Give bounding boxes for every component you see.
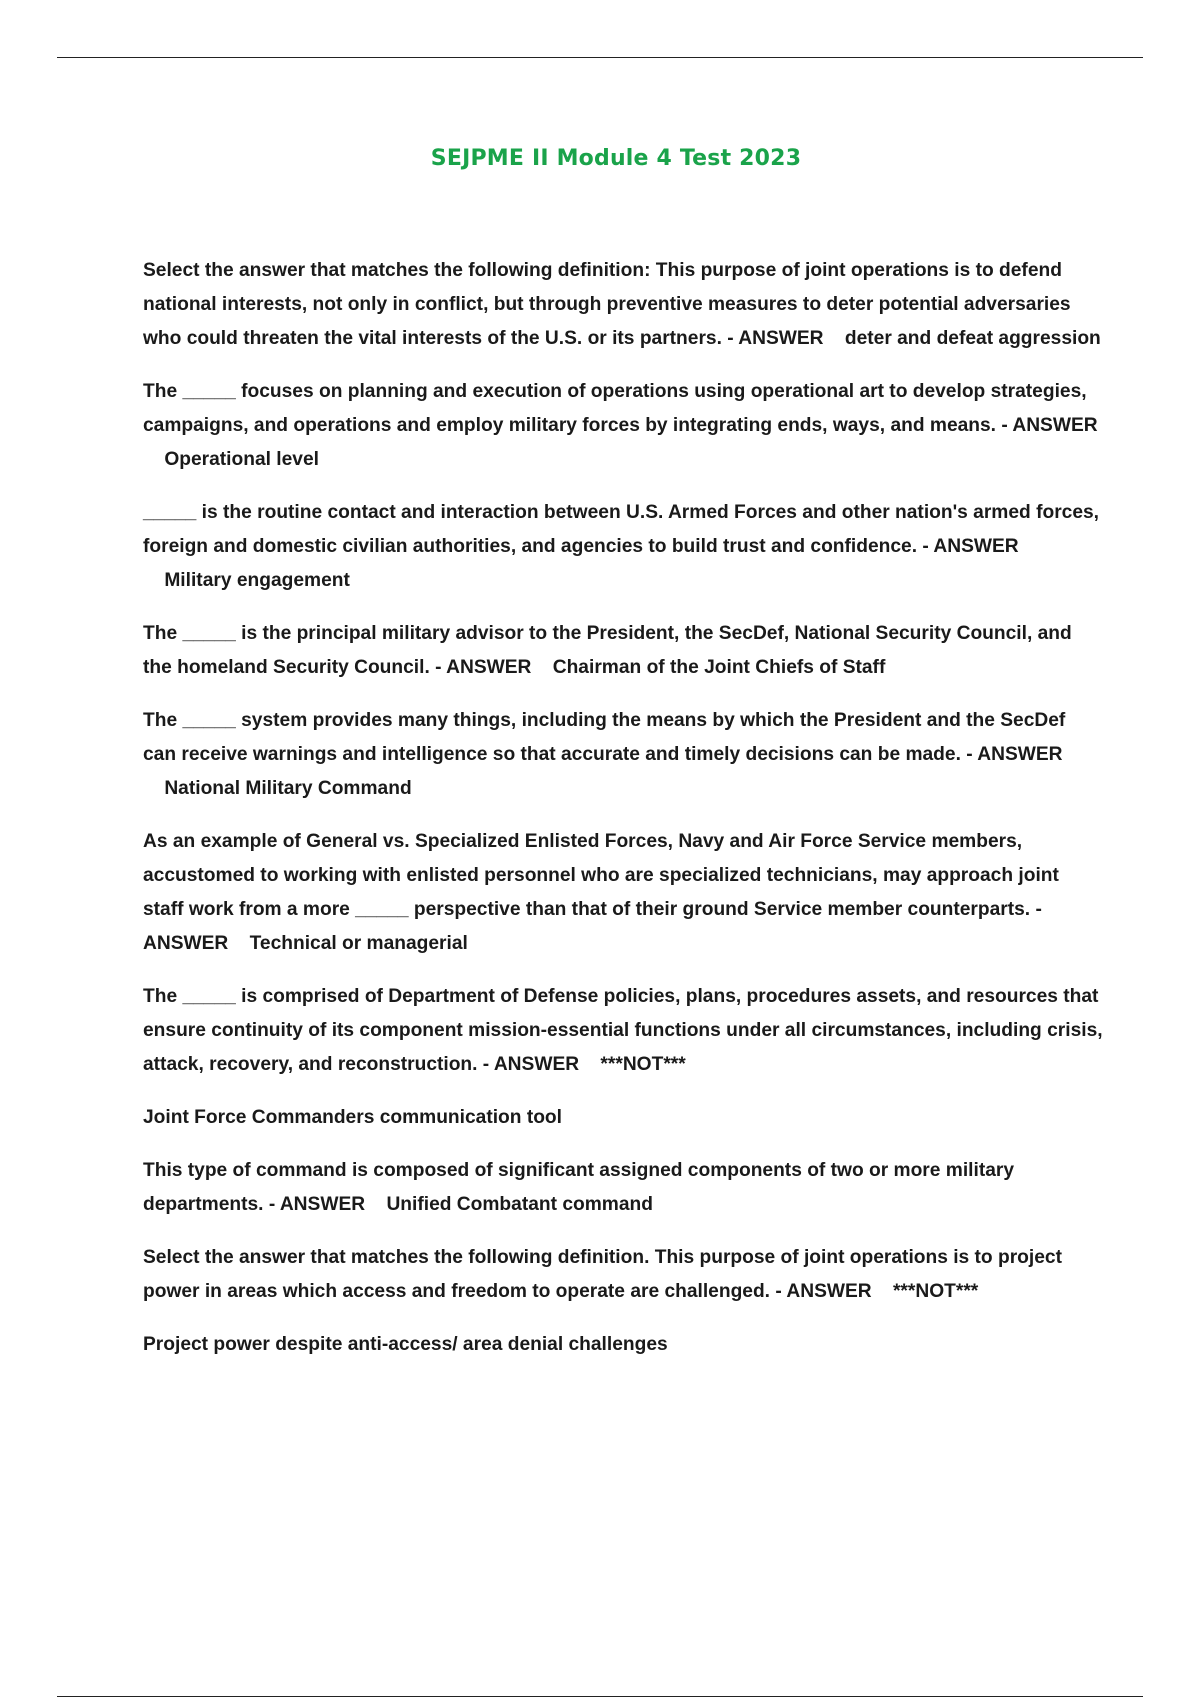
footer-rule	[57, 1696, 1143, 1697]
qa-item	[143, 825, 1103, 961]
answer-text: ***NOT***	[600, 1054, 686, 1075]
question-text: _____ is the routine contact and interaction between U.S. Armed Forces and other nation's armed forces, foreign and domestic civilian authorities, and agencies to build trust and confidence. - ANSWER	[143, 502, 1100, 557]
answer-text: Unified Combatant command	[386, 1194, 653, 1215]
answer-text: Chairman of the Joint Chiefs of Staff	[552, 657, 886, 678]
question-text: The _____ is the principal military advisor to the President, the SecDef, National Security Council, and the homeland Security Council. - ANSWER	[143, 623, 1072, 678]
question-text: The _____ is comprised of Department of Defense policies, plans, procedures assets, and resources that ensure continuity of its component mission-essential functions under all circumstances, including crisis, attack, recovery, and reconstruction. - ANSWER	[143, 986, 1103, 1075]
answer-text: Technical or managerial	[249, 933, 468, 954]
question-text: As an example of General vs. Specialized Enlisted Forces, Navy and Air Force Service members, accustomed to working with enlisted personnel who are specialized technicians, may approach joint staff work from a more _____ perspective than that of their ground Service member counterparts. - ANSWER	[143, 831, 1059, 954]
question-text: The _____ focuses on planning and execution of operations using operational art to develop strategies, campaigns, and operations and employ military forces by integrating ends, ways, and means. - ANSWER	[143, 381, 1098, 436]
question-text: Joint Force Commanders communication tool	[143, 1107, 562, 1128]
document-title: SEJPME II Module 4 Test 2023	[430, 146, 802, 171]
question-text: Select the answer that matches the following definition. This purpose of joint operations is to project power in areas which access and freedom to operate are challenged. - ANSWER	[143, 1247, 1062, 1302]
question-text: Project power despite anti-access/ area denial challenges	[143, 1334, 668, 1355]
answer-text: ***NOT***	[892, 1281, 979, 1302]
answer-text: Military engagement	[164, 570, 350, 591]
question-text: Select the answer that matches the following definition: This purpose of joint operations is to defend national interests, not only in conflict, but through preventive measures to deter potential adversaries who could threaten the vital interests of the U.S. or its partners. - ANSWER	[143, 260, 1071, 349]
answer-text: National Military Command	[164, 778, 412, 799]
qa-item	[143, 1101, 1103, 1135]
qa-item	[143, 1241, 1103, 1309]
qa-item	[143, 980, 1103, 1082]
answer-text: deter and defeat aggression	[844, 328, 1101, 349]
qa-list	[143, 254, 1103, 1381]
qa-item	[143, 1154, 1103, 1222]
qa-item	[143, 254, 1103, 356]
qa-item	[143, 375, 1103, 477]
question-text: This type of command is composed of significant assigned components of two or more military departments. - ANSWER	[143, 1160, 1015, 1215]
question-text: The _____ system provides many things, including the means by which the President and the SecDef can receive warnings and intelligence so that accurate and timely decisions can be made. - ANSWER	[143, 710, 1066, 765]
qa-item	[143, 617, 1103, 685]
qa-item	[143, 496, 1103, 598]
qa-item	[143, 1328, 1103, 1362]
qa-item	[143, 704, 1103, 806]
answer-text: Operational level	[164, 449, 319, 470]
header-rule	[57, 57, 1143, 58]
